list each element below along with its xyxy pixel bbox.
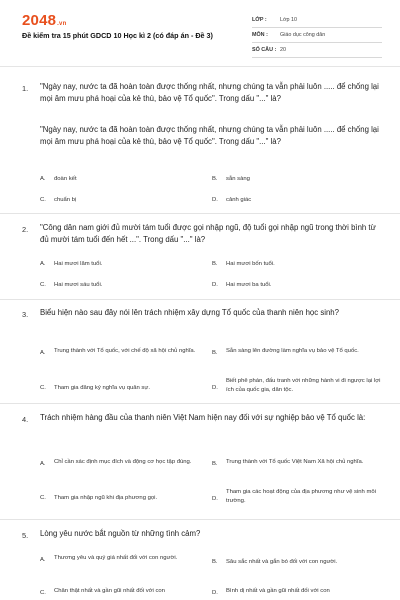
question-divider xyxy=(0,213,400,214)
option-key: A. xyxy=(40,176,46,182)
meta-class-row xyxy=(252,13,382,28)
option-text: Sẵn sàng lên đường làm nghĩa vụ bảo vệ Tổ quốc. xyxy=(226,347,359,354)
question-5-text: Lòng yêu nước bắt nguồn từ những tình cảm? xyxy=(40,529,201,538)
meta-count-key: SỐ CÂU : xyxy=(252,47,277,53)
meta-count-row xyxy=(252,43,382,58)
option-text: Trung thành với Tổ quốc, với chế độ xã hội chủ nghĩa. xyxy=(54,347,196,354)
option-text: Chân thật nhất và gần gũi nhất đối với con xyxy=(54,587,165,594)
question-4-number: 4. xyxy=(22,415,29,424)
question-3-option-d[interactable] xyxy=(212,377,384,394)
option-key: C. xyxy=(40,495,46,501)
question-4-option-d[interactable] xyxy=(212,488,376,505)
question-5-number: 5. xyxy=(22,531,29,540)
option-key: B. xyxy=(212,350,218,356)
option-text: Hai mươi bốn tuổi. xyxy=(226,261,275,267)
option-text: Tham gia nhập ngũ khi địa phương gọi. xyxy=(54,495,158,501)
question-3-number: 3. xyxy=(22,310,29,319)
logo-text: 2048 xyxy=(22,12,57,29)
page-header xyxy=(0,0,400,62)
option-text: Thương yêu và quý giá nhất đối với con người. xyxy=(54,554,178,561)
option-key: C. xyxy=(40,197,46,203)
question-2-option-a[interactable] xyxy=(40,260,204,269)
meta-count-value: 20 xyxy=(280,47,286,53)
question-1-text: "Ngày nay, nước ta đã hoàn toàn được thống nhất, nhưng chúng ta vẫn phải luôn ..... để chống lại mọi âm mưu phá hoại của kẻ thù, bảo vệ Tổ quốc". Trong dấu "..." là? xyxy=(40,82,379,103)
logo-suffix: .vn xyxy=(57,21,67,27)
site-logo[interactable] xyxy=(22,12,66,29)
option-text: Tham gia các hoạt động của địa phương như vệ sinh môi trường. xyxy=(226,489,376,504)
option-key: B. xyxy=(212,461,218,467)
option-key: A. xyxy=(40,261,46,267)
question-5-option-c[interactable] xyxy=(40,584,204,598)
question-3-text: Biểu hiện nào sau đây nói lên trách nhiệm xây dựng Tổ quốc của thanh niên học sinh? xyxy=(40,308,339,317)
question-5-option-a[interactable] xyxy=(40,551,204,565)
question-2-text: "Công dân nam giới đủ mười tám tuổi được gọi nhập ngũ, độ tuổi gọi nhập ngũ trong thời bình từ đủ mười tám tuổi đến hết ...". Trong dấu "..." là? xyxy=(40,223,376,244)
meta-subject-row xyxy=(252,28,382,43)
question-divider xyxy=(0,519,400,520)
option-text: cảnh giác xyxy=(226,197,252,203)
question-1-number: 1. xyxy=(22,84,29,93)
question-5-option-d[interactable] xyxy=(212,584,376,598)
option-key: D. xyxy=(212,495,218,502)
option-text: chuẩn bị xyxy=(54,197,77,203)
option-text: Hai mươi sáu tuổi. xyxy=(54,282,103,288)
option-text: Chỉ cần xác định mục đích và động cơ học tập đúng. xyxy=(54,458,192,465)
exam-meta xyxy=(252,13,382,58)
question-3-option-b[interactable] xyxy=(212,344,376,358)
header-divider xyxy=(0,66,400,67)
option-key: D. xyxy=(212,590,218,596)
question-4-option-b[interactable] xyxy=(212,455,376,469)
question-1-option-a[interactable] xyxy=(40,175,204,184)
option-text: Hai mươi ba tuổi. xyxy=(226,282,272,288)
page-title: Đề kiểm tra 15 phút GDCD 10 Học kì 2 (có đáp án - Đề 3) xyxy=(22,31,213,40)
question-2-option-c[interactable] xyxy=(40,281,204,290)
question-1-option-d[interactable] xyxy=(212,196,376,205)
question-4-option-c[interactable] xyxy=(40,494,204,503)
question-3-option-c[interactable] xyxy=(40,384,204,393)
option-key: D. xyxy=(212,197,218,203)
question-divider xyxy=(0,299,400,300)
option-text: Hai mươi lăm tuổi. xyxy=(54,261,103,267)
option-text: Bình dị nhất và gần gũi nhất đối với con xyxy=(226,587,330,594)
option-text: Tham gia đăng ký nghĩa vụ quân sự. xyxy=(54,385,150,391)
option-key: C. xyxy=(40,282,46,288)
option-text: Biết phê phán, đấu tranh với những hành vi đi ngược lại lợi ích của quốc gia, dân tộc. xyxy=(226,378,381,393)
option-text: sẵn sàng xyxy=(226,176,250,182)
question-1-option-c[interactable] xyxy=(40,196,204,205)
question-5-option-b[interactable] xyxy=(212,558,386,567)
option-text: đoàn kết xyxy=(54,176,77,182)
option-key: B. xyxy=(212,261,218,267)
meta-subject-key: MÔN : xyxy=(252,32,268,38)
option-text: Trung thành với Tổ quốc Việt Nam Xã hội chủ nghĩa. xyxy=(226,458,364,465)
meta-class-value: Lớp 10 xyxy=(280,17,298,23)
question-2-option-b[interactable] xyxy=(212,260,376,269)
option-key: C. xyxy=(40,590,46,596)
question-4-text: Trách nhiệm hàng đầu của thanh niên Việt Nam hiện nay đối với sự nghiệp bảo vệ Tổ quốc là: xyxy=(40,413,366,422)
option-key: D. xyxy=(212,384,218,391)
question-4-option-a[interactable] xyxy=(40,455,204,469)
option-key: D. xyxy=(212,282,218,288)
question-divider xyxy=(0,403,400,404)
question-3-option-a[interactable] xyxy=(40,344,204,358)
option-text: Sâu sắc nhất và gắn bó đối với con người. xyxy=(226,559,338,565)
question-2-number: 2. xyxy=(22,225,29,234)
option-key: C. xyxy=(40,385,46,391)
meta-class-key: LỚP : xyxy=(252,17,267,23)
option-key: A. xyxy=(40,557,46,563)
question-1-option-b[interactable] xyxy=(212,175,376,184)
meta-subject-value: Giáo dục công dân xyxy=(280,32,326,38)
question-1-text-repeat: "Ngày nay, nước ta đã hoàn toàn được thống nhất, nhưng chúng ta vẫn phải luôn ..... để chống lại mọi âm mưu phá hoại của kẻ thù, bảo vệ Tổ quốc". Trong dấu "..." là? xyxy=(40,125,379,146)
question-2-option-d[interactable] xyxy=(212,281,376,290)
option-key: B. xyxy=(212,176,218,182)
option-key: A. xyxy=(40,461,46,467)
option-key: B. xyxy=(212,559,218,565)
option-key: A. xyxy=(40,350,46,356)
